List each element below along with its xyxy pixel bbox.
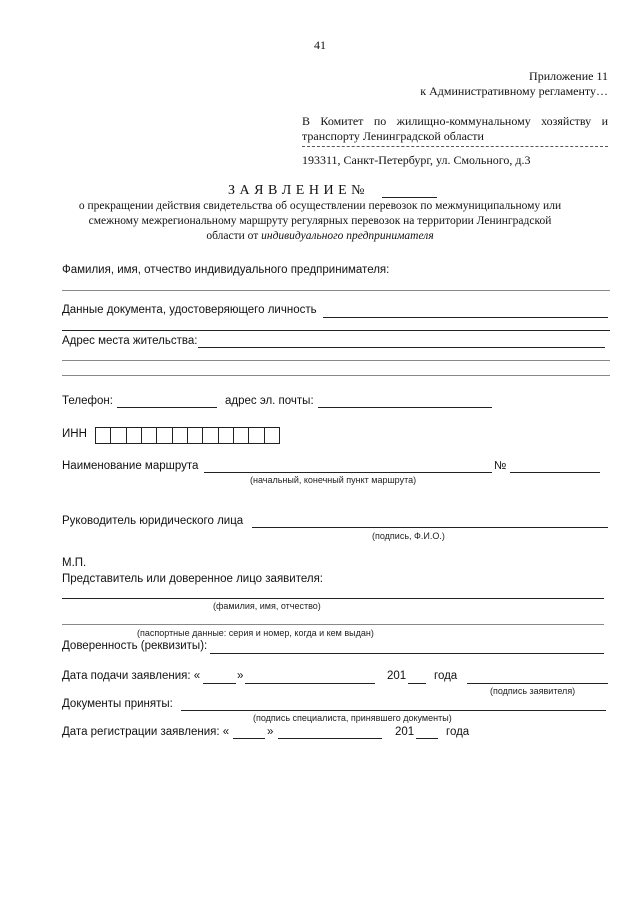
registration-date-close-quote: » <box>267 726 274 738</box>
inn-cell[interactable] <box>249 428 264 443</box>
power-of-attorney-field[interactable] <box>210 653 604 654</box>
registration-date-label: Дата регистрации заявления: « <box>62 726 230 738</box>
docs-accepted-label: Документы приняты: <box>62 698 173 710</box>
committee-address: 193311, Санкт-Петербург, ул. Смольного, д.3 <box>302 153 531 167</box>
address-label: Адрес места жительства: <box>62 335 198 347</box>
passport-hint: (паспортные данные: серия и номер, когда и кем выдан) <box>137 628 374 638</box>
subtitle-line-1: о прекращении действия свидетельства об осуществлении перевозок по межмуниципальному или <box>78 200 562 212</box>
subtitle-line-3-italic: индивидуального предпринимателя <box>261 230 434 242</box>
fio-field[interactable] <box>62 290 610 291</box>
phone-label: Телефон: <box>62 395 113 407</box>
appendix-reference: к Административному регламенту… <box>420 84 608 98</box>
manager-label: Руководитель юридического лица <box>62 515 244 527</box>
route-number-field[interactable] <box>510 472 600 473</box>
applicant-signature-hint: (подпись заявителя) <box>490 686 576 696</box>
document-title: З А Я В Л Е Н И Е № <box>228 183 365 198</box>
addressee-separator <box>302 146 608 147</box>
docs-accepted-field[interactable] <box>181 710 606 711</box>
manager-field[interactable] <box>252 527 608 528</box>
inn-cell[interactable] <box>219 428 234 443</box>
passport-field[interactable] <box>62 624 604 625</box>
inn-cell[interactable] <box>157 428 172 443</box>
page-number: 41 <box>314 38 326 52</box>
specialist-hint: (подпись специалиста, принявшего документы) <box>253 713 452 723</box>
registration-year-field[interactable] <box>416 738 438 739</box>
representative-field[interactable] <box>62 598 604 599</box>
id-document-field[interactable] <box>323 317 608 318</box>
phone-field[interactable] <box>117 407 217 408</box>
addressee-line-1: В Комитет по жилищно-коммунальному хозяйству и <box>302 114 608 128</box>
route-number-label: № <box>494 460 507 472</box>
submit-date-label: Дата подачи заявления: « <box>62 670 201 682</box>
inn-cells[interactable] <box>95 427 280 444</box>
inn-cell[interactable] <box>203 428 218 443</box>
inn-cell[interactable] <box>142 428 157 443</box>
inn-label: ИНН <box>62 428 87 440</box>
power-of-attorney-label: Доверенность (реквизиты): <box>62 640 208 652</box>
submit-day-field[interactable] <box>203 683 236 684</box>
inn-cell[interactable] <box>188 428 203 443</box>
inn-cell[interactable] <box>173 428 188 443</box>
address-field[interactable] <box>198 347 605 348</box>
registration-day-field[interactable] <box>233 738 265 739</box>
submit-month-field[interactable] <box>245 683 375 684</box>
appendix-label: Приложение 11 <box>529 69 608 83</box>
inn-cell[interactable] <box>111 428 126 443</box>
email-field[interactable] <box>318 407 492 408</box>
id-document-label: Данные документа, удостоверяющего личность <box>62 304 317 316</box>
fio-label: Фамилия, имя, отчество индивидуального предпринимателя: <box>62 264 390 276</box>
registration-month-field[interactable] <box>278 738 382 739</box>
inn-cell[interactable] <box>96 428 111 443</box>
route-label: Наименование маршрута <box>62 460 199 472</box>
signature-hint: (подпись, Ф.И.О.) <box>372 531 445 541</box>
registration-year-suffix: года <box>446 726 470 738</box>
address-field-line-3[interactable] <box>62 375 610 376</box>
id-document-field-line-2[interactable] <box>62 330 610 331</box>
representative-hint: (фамилия, имя, отчество) <box>213 601 321 611</box>
submit-year-field[interactable] <box>408 683 426 684</box>
email-label: адрес эл. почты: <box>225 395 314 407</box>
registration-year-prefix: 201 <box>395 726 415 738</box>
representative-label: Представитель или доверенное лицо заявителя: <box>62 573 323 585</box>
route-field[interactable] <box>204 472 492 473</box>
addressee-line-2: транспорту Ленинградской области <box>302 129 484 143</box>
subtitle-line-3 <box>0 230 640 242</box>
inn-cell[interactable] <box>265 428 279 443</box>
address-field-line-2[interactable] <box>62 360 610 361</box>
inn-cell[interactable] <box>127 428 142 443</box>
application-number-field[interactable] <box>382 197 437 198</box>
subtitle-line-2: смежному межрегиональному маршруту регулярных перевозок на территории Ленинградской <box>88 215 552 227</box>
stamp-label: М.П. <box>62 557 87 569</box>
submit-year-suffix: года <box>434 670 458 682</box>
submit-date-close-quote: » <box>237 670 244 682</box>
applicant-signature-field[interactable] <box>467 683 608 684</box>
subtitle-line-3-prefix: области от <box>206 230 262 242</box>
route-hint: (начальный, конечный пункт маршрута) <box>250 475 417 485</box>
submit-year-prefix: 201 <box>387 670 407 682</box>
inn-cell[interactable] <box>234 428 249 443</box>
